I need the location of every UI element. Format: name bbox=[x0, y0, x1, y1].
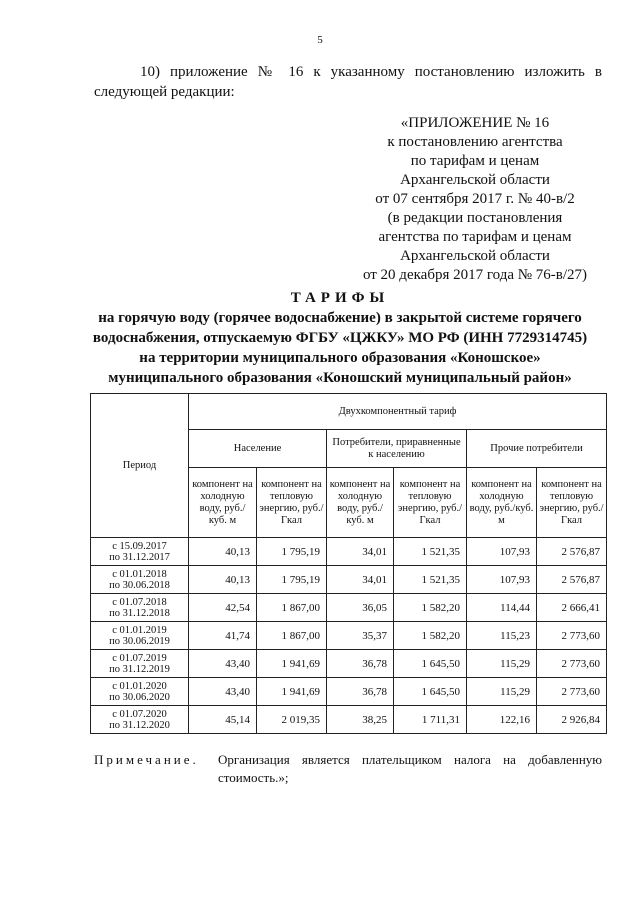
table-row bbox=[91, 594, 607, 622]
value-cell: 36,78 bbox=[327, 678, 394, 706]
value-cell: 1 941,69 bbox=[257, 650, 327, 678]
value-cell: 43,40 bbox=[189, 650, 257, 678]
appendix-line: «ПРИЛОЖЕНИЕ № 16 bbox=[400, 115, 550, 131]
period-to: по 31.12.2020 bbox=[109, 719, 170, 731]
value-cell: 2 926,84 bbox=[537, 706, 607, 734]
title-heading: ТАРИФЫ bbox=[290, 290, 390, 306]
value-cell: 107,93 bbox=[467, 566, 537, 594]
value-cell: 36,05 bbox=[327, 594, 394, 622]
period-cell bbox=[91, 594, 189, 622]
period-from: с 01.01.2020 bbox=[112, 680, 167, 692]
period-to: по 30.06.2018 bbox=[109, 579, 170, 591]
group-header-other: Прочие потребители bbox=[467, 430, 607, 468]
period-from: с 01.07.2019 bbox=[112, 652, 167, 664]
group-header-equivalent: Потребители, приравненные к населению bbox=[327, 430, 467, 468]
value-cell: 2 773,60 bbox=[537, 678, 607, 706]
intro-text: 10) приложение № 16 к указанному постановлению изложить в следующей редакции: bbox=[94, 64, 602, 100]
period-cell bbox=[91, 538, 189, 566]
period-to: по 30.06.2019 bbox=[109, 635, 170, 647]
value-cell: 1 521,35 bbox=[394, 566, 467, 594]
table-row bbox=[91, 538, 607, 566]
value-cell: 2 576,87 bbox=[537, 538, 607, 566]
value-cell: 36,78 bbox=[327, 650, 394, 678]
period-to: по 30.06.2020 bbox=[109, 691, 170, 703]
period-from: с 01.01.2019 bbox=[112, 624, 167, 636]
value-cell: 38,25 bbox=[327, 706, 394, 734]
period-cell bbox=[91, 622, 189, 650]
value-cell: 1 941,69 bbox=[257, 678, 327, 706]
table-row bbox=[91, 678, 607, 706]
table-row bbox=[91, 706, 607, 734]
appendix-line: по тарифам и ценам bbox=[410, 153, 540, 169]
appendix-line: от 07 сентября 2017 г. № 40-в/2 bbox=[375, 191, 575, 207]
value-cell: 34,01 bbox=[327, 566, 394, 594]
component-cold-header: компонент на холодную воду, руб./куб. м bbox=[189, 468, 257, 538]
appendix-line: (в редакции постановления bbox=[387, 210, 563, 226]
title-line: на горячую воду (горячее водоснабжение) в закрытой системе горячего bbox=[98, 310, 582, 326]
period-from: с 01.07.2020 bbox=[112, 708, 167, 720]
title-line: на территории муниципального образования «Коношское» bbox=[139, 350, 541, 366]
value-cell: 107,93 bbox=[467, 538, 537, 566]
value-cell: 1 645,50 bbox=[394, 650, 467, 678]
title-line: муниципального образования «Коношский муниципальный район» bbox=[108, 370, 572, 386]
value-cell: 41,74 bbox=[189, 622, 257, 650]
value-cell: 1 582,20 bbox=[394, 594, 467, 622]
note-label: Примечание. bbox=[94, 752, 199, 767]
tariff-header: Двухкомпонентный тариф bbox=[189, 394, 607, 430]
value-cell: 40,13 bbox=[189, 538, 257, 566]
page-number: 5 bbox=[317, 34, 323, 46]
value-cell: 1 867,00 bbox=[257, 622, 327, 650]
period-to: по 31.12.2017 bbox=[109, 551, 170, 563]
tariff-title bbox=[40, 288, 640, 388]
value-cell: 114,44 bbox=[467, 594, 537, 622]
period-to: по 31.12.2018 bbox=[109, 607, 170, 619]
appendix-line: Архангельской области bbox=[400, 172, 550, 188]
period-cell bbox=[91, 566, 189, 594]
value-cell: 40,13 bbox=[189, 566, 257, 594]
component-cold-header: компонент на холодную воду, руб./куб. м bbox=[467, 468, 537, 538]
period-from: с 01.01.2018 bbox=[112, 568, 167, 580]
value-cell: 2 666,41 bbox=[537, 594, 607, 622]
table-row bbox=[91, 566, 607, 594]
component-heat-header: компонент на тепловую энергию, руб./Гкал bbox=[257, 468, 327, 538]
value-cell: 42,54 bbox=[189, 594, 257, 622]
component-cold-header: компонент на холодную воду, руб./куб. м bbox=[327, 468, 394, 538]
value-cell: 2 576,87 bbox=[537, 566, 607, 594]
value-cell: 1 521,35 bbox=[394, 538, 467, 566]
tariff-table bbox=[90, 393, 607, 734]
note-text: Организация является плательщиком налога на добавленную стоимость.»; bbox=[218, 752, 602, 785]
appendix-line: Архангельской области bbox=[400, 248, 550, 264]
appendix-line: от 20 декабря 2017 года № 76-в/27) bbox=[362, 267, 588, 283]
group-header-population: Население bbox=[189, 430, 327, 468]
value-cell: 43,40 bbox=[189, 678, 257, 706]
note bbox=[94, 751, 602, 787]
component-heat-header: компонент на тепловую энергию, руб./Гкал bbox=[394, 468, 467, 538]
value-cell: 1 795,19 bbox=[257, 538, 327, 566]
appendix-line: к постановлению агентства bbox=[387, 134, 563, 150]
title-line: водоснабжения, отпускаемую ФГБУ «ЦЖКУ» МО РФ (ИНН 7729314745) bbox=[92, 330, 588, 346]
table-row bbox=[91, 650, 607, 678]
value-cell: 2 773,60 bbox=[537, 650, 607, 678]
period-from: с 01.07.2018 bbox=[112, 596, 167, 608]
period-cell bbox=[91, 706, 189, 734]
period-cell bbox=[91, 678, 189, 706]
value-cell: 1 795,19 bbox=[257, 566, 327, 594]
value-cell: 45,14 bbox=[189, 706, 257, 734]
value-cell: 2 773,60 bbox=[537, 622, 607, 650]
period-cell bbox=[91, 650, 189, 678]
value-cell: 34,01 bbox=[327, 538, 394, 566]
value-cell: 1 645,50 bbox=[394, 678, 467, 706]
value-cell: 122,16 bbox=[467, 706, 537, 734]
component-heat-header: компонент на тепловую энергию, руб./Гкал bbox=[537, 468, 607, 538]
period-header: Период bbox=[91, 394, 189, 538]
value-cell: 1 867,00 bbox=[257, 594, 327, 622]
value-cell: 35,37 bbox=[327, 622, 394, 650]
value-cell: 115,29 bbox=[467, 650, 537, 678]
value-cell: 1 582,20 bbox=[394, 622, 467, 650]
value-cell: 1 711,31 bbox=[394, 706, 467, 734]
appendix-header bbox=[330, 114, 620, 285]
appendix-line: агентства по тарифам и ценам bbox=[378, 229, 572, 245]
period-from: с 15.09.2017 bbox=[112, 540, 167, 552]
period-to: по 31.12.2019 bbox=[109, 663, 170, 675]
value-cell: 115,23 bbox=[467, 622, 537, 650]
value-cell: 115,29 bbox=[467, 678, 537, 706]
intro-paragraph bbox=[94, 62, 602, 102]
value-cell: 2 019,35 bbox=[257, 706, 327, 734]
table-row bbox=[91, 622, 607, 650]
